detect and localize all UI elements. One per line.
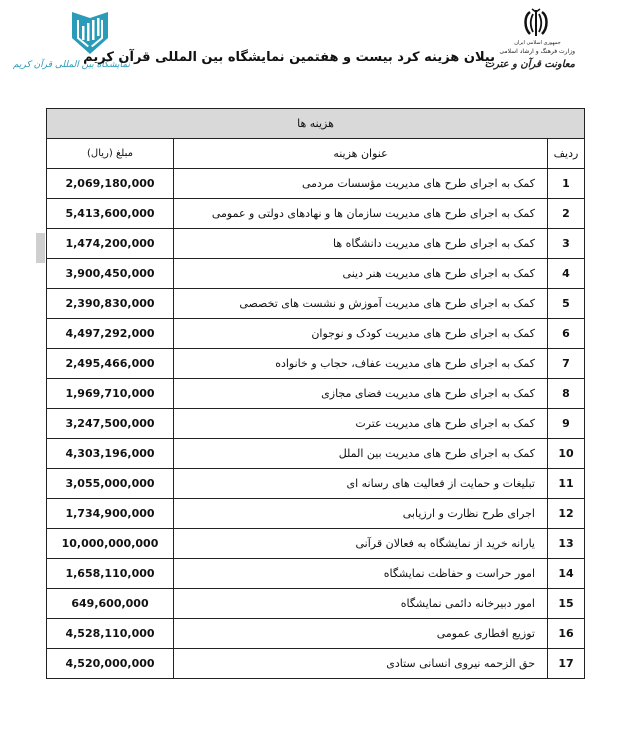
row-number: 10 xyxy=(548,439,585,469)
row-title: توزیع افطاری عمومی xyxy=(174,619,548,649)
table-row xyxy=(47,649,585,679)
table-caption-row xyxy=(47,109,585,139)
table-row xyxy=(47,169,585,199)
table-row xyxy=(47,619,585,649)
row-title: کمک به اجرای طرح های مدیریت مؤسسات مردمی xyxy=(174,169,548,199)
row-title: کمک به اجرای طرح های مدیریت عترت xyxy=(174,409,548,439)
table-row xyxy=(47,589,585,619)
row-number: 11 xyxy=(548,469,585,499)
table-row xyxy=(47,319,585,349)
row-title: امور حراست و حفاظت نمایشگاه xyxy=(174,559,548,589)
row-number: 6 xyxy=(548,319,585,349)
table-row xyxy=(47,469,585,499)
row-title: کمک به اجرای طرح های مدیریت بین الملل xyxy=(174,439,548,469)
row-title: کمک به اجرای طرح های مدیریت دانشگاه ها xyxy=(174,229,548,259)
row-amount: 4,528,110,000 xyxy=(47,619,174,649)
table-row xyxy=(47,349,585,379)
row-title: کمک به اجرای طرح های مدیریت آموزش و نشست های تخصصی xyxy=(174,289,548,319)
row-amount: 649,600,000 xyxy=(47,589,174,619)
row-number: 3 xyxy=(548,229,585,259)
ministry-logo xyxy=(484,6,580,86)
row-amount: 1,658,110,000 xyxy=(47,559,174,589)
exhibition-logo xyxy=(13,6,130,86)
exhibition-logo-caption: نمایشگاه بین المللی قرآن کریم xyxy=(13,60,130,70)
row-amount: 1,474,200,000 xyxy=(47,229,174,259)
table-header-row xyxy=(47,139,585,169)
table-row xyxy=(47,439,585,469)
row-number: 1 xyxy=(548,169,585,199)
scrollbar-thumb[interactable] xyxy=(36,233,45,263)
row-number: 12 xyxy=(548,499,585,529)
column-header-title: عنوان هزینه xyxy=(174,139,548,169)
iran-emblem-icon xyxy=(522,8,550,38)
row-amount: 1,734,900,000 xyxy=(47,499,174,529)
row-number: 13 xyxy=(548,529,585,559)
row-title: کمک به اجرای طرح های مدیریت هنر دینی xyxy=(174,259,548,289)
row-number: 17 xyxy=(548,649,585,679)
row-title: کمک به اجرای طرح های مدیریت عفاف، حجاب و خانواده xyxy=(174,349,548,379)
row-number: 8 xyxy=(548,379,585,409)
table-row xyxy=(47,499,585,529)
column-header-amount: مبلغ (ریال) xyxy=(47,139,174,169)
row-number: 7 xyxy=(548,349,585,379)
table-row xyxy=(47,229,585,259)
row-number: 15 xyxy=(548,589,585,619)
row-amount: 4,497,292,000 xyxy=(47,319,174,349)
table-row xyxy=(47,409,585,439)
row-amount: 2,495,466,000 xyxy=(47,349,174,379)
table-row xyxy=(47,379,585,409)
document-header xyxy=(0,0,622,95)
row-amount: 4,520,000,000 xyxy=(47,649,174,679)
row-amount: 5,413,600,000 xyxy=(47,199,174,229)
row-title: امور دبیرخانه دائمی نمایشگاه xyxy=(174,589,548,619)
row-number: 2 xyxy=(548,199,585,229)
row-title: تبلیغات و حمایت از فعالیت های رسانه ای xyxy=(174,469,548,499)
table-row xyxy=(47,289,585,319)
table-row xyxy=(47,559,585,589)
table-body xyxy=(47,169,585,679)
row-title: حق الزحمه نیروی انسانی ستادی xyxy=(174,649,548,679)
row-amount: 3,900,450,000 xyxy=(47,259,174,289)
row-number: 5 xyxy=(548,289,585,319)
row-amount: 1,969,710,000 xyxy=(47,379,174,409)
row-amount: 3,055,000,000 xyxy=(47,469,174,499)
page-title: بیلان هزینه کرد بیست و هفتمین نمایشگاه بین المللی قرآن کریم xyxy=(83,50,495,65)
row-title: یارانه خرید از نمایشگاه به فعالان قرآنی xyxy=(174,529,548,559)
ministry-line-1: جمهوری اسلامی ایران xyxy=(514,40,561,46)
row-amount: 2,069,180,000 xyxy=(47,169,174,199)
row-amount: 2,390,830,000 xyxy=(47,289,174,319)
costs-table xyxy=(46,108,585,679)
table-row xyxy=(47,199,585,229)
row-number: 9 xyxy=(548,409,585,439)
table-row xyxy=(47,529,585,559)
row-title: اجرای طرح نظارت و ارزیابی xyxy=(174,499,548,529)
row-title: کمک به اجرای طرح های مدیریت فضای مجازی xyxy=(174,379,548,409)
row-amount: 4,303,196,000 xyxy=(47,439,174,469)
column-header-num: ردیف xyxy=(548,139,585,169)
table-row xyxy=(47,259,585,289)
row-amount: 10,000,000,000 xyxy=(47,529,174,559)
row-number: 14 xyxy=(548,559,585,589)
row-number: 4 xyxy=(548,259,585,289)
ministry-line-3: معاونت قرآن و عترت xyxy=(484,59,575,70)
table-caption: هزینه ها xyxy=(47,109,585,139)
row-title: کمک به اجرای طرح های مدیریت کودک و نوجوان xyxy=(174,319,548,349)
ministry-line-2: وزارت فرهنگ و ارشاد اسلامی xyxy=(499,48,575,55)
row-title: کمک به اجرای طرح های مدیریت سازمان ها و نهادهای دولتی و عمومی xyxy=(174,199,548,229)
row-number: 16 xyxy=(548,619,585,649)
row-amount: 3,247,500,000 xyxy=(47,409,174,439)
